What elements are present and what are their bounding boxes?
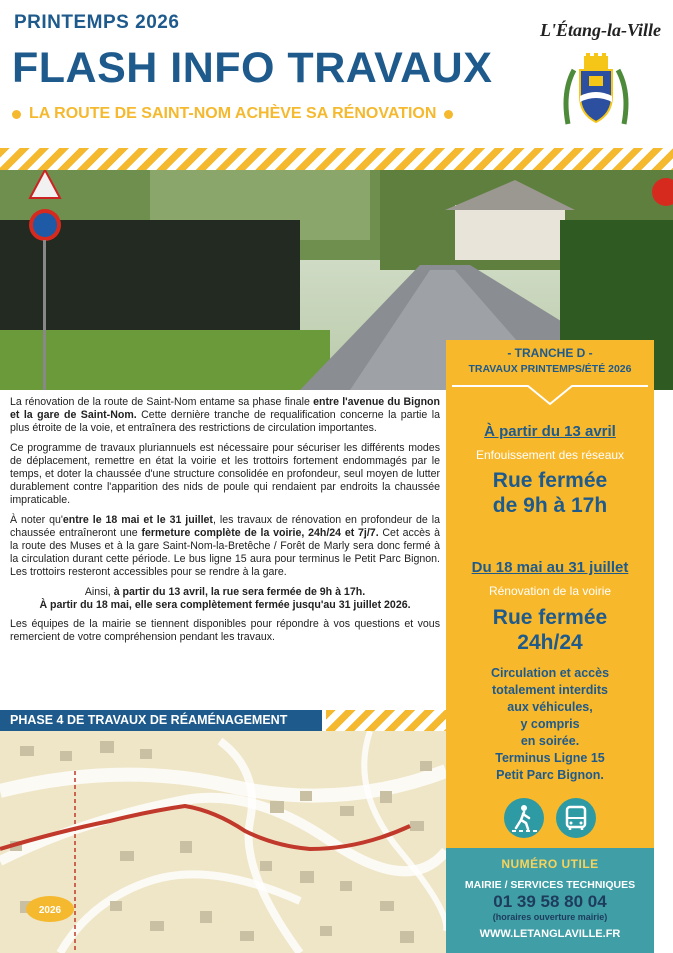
article-body [10, 396, 440, 650]
period-label: TRAVAUX PRINTEMPS/ÉTÉ 2026 [468, 363, 632, 375]
contact-phone[interactable]: 01 39 58 80 04 [493, 892, 607, 911]
article-emphasis: à partir du 13 avril, la rue sera fermée de 9h à 17h. [113, 585, 366, 598]
subtitle [12, 105, 453, 123]
article-text: À noter qu' [10, 513, 63, 526]
season-label: PRINTEMPS 2026 [14, 12, 180, 33]
article-paragraph: Les équipes de la mairie se tiennent disponibles pour répondre à vos questions et vous remercient de votre compréhension pendant les travaux. [10, 618, 440, 644]
article-text: Cette dernière tranche de requalification concerne la partie la plus étroite de la voie, et entraînera des restrictions de circulation importantes. [10, 409, 440, 435]
closure-line: de 9h à 17h [492, 494, 608, 517]
phase2-description: Rénovation de la voirie [488, 584, 612, 598]
article-emphasis: À partir du 18 mai, elle sera complètement fermée jusqu'au 31 juillet 2026. [39, 598, 411, 611]
subtitle-text: LA ROUTE DE SAINT-NOM ACHÈVE SA RÉNOVATION [29, 105, 437, 122]
bullet-dot [444, 110, 453, 119]
article-emphasis: entre l'avenue du Bignon et la gare de Saint-Nom. [10, 396, 440, 422]
article-paragraph [10, 514, 440, 580]
map-year-badge: 2026 [38, 905, 62, 916]
article-text: La rénovation de la route de Saint-Nom entame sa phase finale [10, 396, 314, 408]
phase1-description: Enfouissement des réseaux [475, 448, 625, 462]
contact-box [446, 848, 654, 953]
article-emphasis: entre le 18 mai et le 31 juillet [62, 513, 213, 526]
hazard-stripe [326, 710, 446, 731]
closure-line: Rue fermée [492, 606, 608, 629]
closure-line: Rue fermée [492, 469, 608, 492]
town-name: L'Étang-la-Ville [539, 20, 661, 40]
article-text: Ainsi, [84, 585, 114, 598]
hazard-stripe [0, 148, 673, 170]
schedule-summary [10, 586, 440, 612]
contact-title: NUMÉRO UTILE [501, 857, 599, 871]
route-map [0, 731, 446, 953]
article-emphasis: fermeture complète de la voirie, 24h/24 et 7j/7. [141, 526, 379, 539]
traffic-notice: Circulation et accès totalement interdits aux véhicules, y compris en soirée. Terminus Ligne 15 Petit Parc Bignon. [490, 666, 610, 782]
bullet-dot [12, 110, 21, 119]
website-link[interactable]: WWW.LETANGLAVILLE.FR [479, 928, 621, 940]
panel-header [446, 340, 654, 375]
pedestrian-icon [504, 798, 544, 838]
closure-line: 24h/24 [517, 631, 583, 654]
page-title: FLASH INFO TRAVAUX [12, 44, 493, 92]
phase1-closure [446, 468, 654, 518]
bus-icon [556, 798, 596, 838]
crest-icon [560, 52, 632, 130]
phase1-date: À partir du 13 avril [484, 423, 616, 440]
panel-divider [446, 384, 654, 410]
article-paragraph: Ce programme de travaux pluriannuels est nécessaire pour sécuriser les différents modes de déplacement, remettre en état la voirie et les trottoirs fortement endommagés par le temps, et doter la chaussée d'une structure consolidée en profondeur, seul moyen de lutter durablement contre l'apparition des nids de poule qui rendaient par endroits la chaussée impraticable. [10, 441, 440, 507]
contact-organization: MAIRIE / SERVICES TECHNIQUES [464, 879, 636, 891]
article-text: , les travaux de rénovation en profondeur de la chaussée entraîneront une [10, 513, 440, 539]
article-paragraph [10, 396, 440, 436]
contact-hours: (horaires ouverture mairie) [492, 912, 608, 922]
phase2-date: Du 18 mai au 31 juillet [471, 559, 629, 576]
tranche-label: - TRANCHE D - [507, 346, 593, 360]
phase-banner: PHASE 4 DE TRAVAUX DE RÉAMÉNAGEMENT [0, 710, 322, 731]
info-panel [446, 340, 654, 848]
article-text: Cet accès à la route des Muses et à la gare Saint-Nom-la-Bretêche / Forêt de Marly sera donc fermé à la circulation durant cette période. Le bus ligne 15 aura pour terminus le Petit Parc Bignon. Les trottoirs resteront accessibles pour se rendre à la gare. [10, 526, 440, 579]
phase2-closure [446, 605, 654, 655]
